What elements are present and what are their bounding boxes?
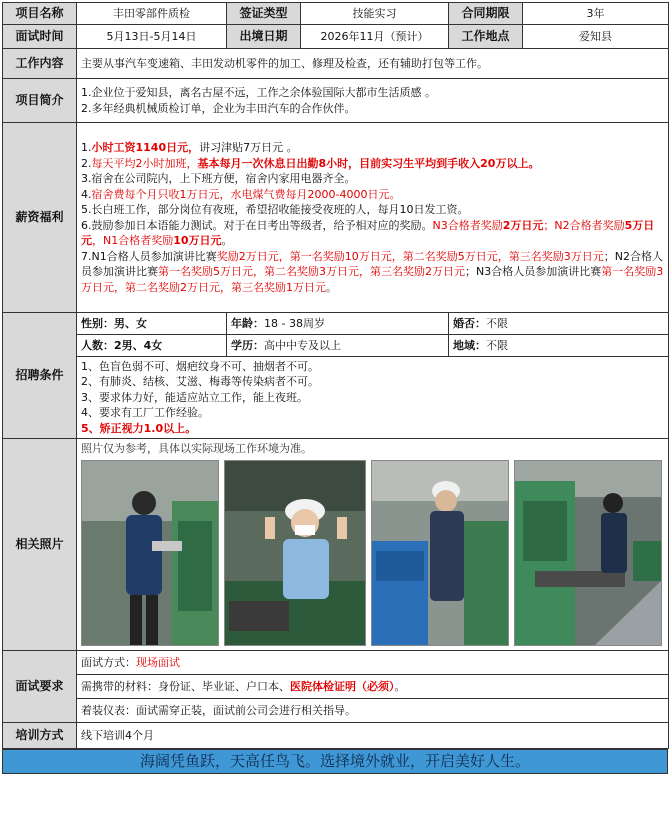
hourly-wage: 小时工资1140日元，	[91, 141, 200, 154]
visa-type-label: 签证类型	[227, 3, 301, 25]
text: ，第三名奖励1万日元	[220, 280, 326, 294]
text: ，第三名奖励3万日元	[497, 249, 604, 263]
text: ；N2合格人员参加演讲比赛	[81, 249, 663, 278]
age-cell	[227, 313, 449, 335]
text: 7.N1合格人员参加演讲比赛	[81, 249, 217, 263]
salary-label: 薪资福利	[3, 123, 77, 313]
info-table	[2, 2, 669, 749]
dress-label: 着装仪表：	[81, 704, 136, 717]
marital-value: 不限	[486, 317, 508, 330]
text: 6.鼓励参加日本语能力测试。对于在日考出等级者，给予相对应的奖励。	[81, 218, 433, 232]
num: 4.	[81, 187, 92, 201]
project-name-label: 项目名称	[3, 3, 77, 25]
job-sheet	[2, 2, 668, 825]
text: 基本每月一次休息日出勤8小时，目前实习生平均到手收入20万以上。	[197, 156, 540, 170]
salary-item-4	[81, 187, 664, 203]
photos-label: 相关照片	[3, 439, 77, 651]
text: 第一名奖励3万日元	[81, 265, 664, 294]
salary-list	[77, 123, 669, 313]
text: 第一名奖励5万日元	[158, 265, 253, 278]
gender-value: 男、女	[114, 317, 147, 330]
materials-value: 身份证、毕业证、户口本、	[158, 680, 290, 693]
text: 。	[221, 234, 233, 247]
gender-label: 性别：	[81, 317, 114, 330]
text: N3合格者奖励	[432, 218, 503, 232]
work-content: 主要从事汽车变速箱、丰田发动机零件的加工、修理及检查，还有辅助打包等工作。	[77, 49, 669, 79]
region-cell	[449, 335, 669, 357]
requirement-item: 1、色盲色弱不可、烟疤纹身不可、抽烟者不可。	[81, 359, 319, 373]
intro-item: 1.企业位于爱知县，离名古屋不远，工作之余体验国际大都市生活质感 。	[81, 86, 436, 99]
num: 2.	[81, 156, 92, 170]
photos-note: 照片仅为参考，具体以实际现场工作环境为准。	[81, 442, 312, 455]
interview-materials-row	[77, 675, 669, 699]
age-label: 年龄：	[231, 317, 264, 330]
text: 5万日元	[81, 218, 655, 247]
text: 。	[326, 280, 337, 294]
text: 奖励2万日元	[216, 249, 279, 263]
salary-item-2	[81, 156, 664, 172]
text: ，N1合格者奖励	[92, 234, 174, 247]
interview-time: 5月13日-5月14日	[77, 25, 227, 49]
text: ，第二名奖励5万日元	[391, 249, 498, 263]
count-value: 2男、4女	[114, 339, 163, 352]
salary-item-5: 5.长白班工作，部分岗位有夜班，希望招收能接受夜班的人，每月10日发工资。	[81, 203, 469, 216]
photos-cell	[77, 439, 669, 651]
materials-label: 需携带的材料：	[81, 680, 158, 693]
requirement-item: 4、要求有工厂工作经验。	[81, 406, 209, 420]
edu-label: 学历：	[231, 339, 264, 352]
method-value: 现场面试	[136, 656, 180, 669]
requirements-list	[77, 357, 669, 439]
materials-end: 。	[394, 680, 406, 693]
interview-dress-row	[77, 699, 669, 723]
photo-worker-smiling	[224, 460, 366, 646]
salary-item-6	[81, 218, 664, 249]
salary-item-3: 3.宿舍在公司院内，上下班方便，宿舍内家用电器齐全。	[81, 172, 356, 185]
num: 1.	[81, 141, 92, 154]
text: ；N3合格人员参加演讲比赛	[465, 265, 602, 278]
salary-item-7	[81, 249, 664, 296]
requirement-item: 2、有肺炎、结核、艾滋、梅毒等传染病者不可。	[81, 375, 319, 389]
intro-item: 2.多年经典机械质检订单，企业为丰田汽车的合作伙伴。	[81, 101, 356, 115]
gender-cell	[77, 313, 227, 335]
age-value: 18 - 38周岁	[264, 317, 325, 330]
location-label: 工作地点	[449, 25, 523, 49]
text: 10万日元	[173, 234, 222, 247]
visa-type: 技能实习	[301, 3, 449, 25]
text: ，第一名奖励10万日元	[278, 249, 392, 263]
edu-cell	[227, 335, 449, 357]
dorm-fee: 宿舍费每个月只收1万日元，水电煤气费每月2000-4000日元。	[91, 187, 401, 201]
work-location: 爱知县	[523, 25, 669, 49]
project-name: 丰田零部件质检	[77, 3, 227, 25]
edu-value: 高中中专及以上	[264, 339, 341, 352]
work-content-label: 工作内容	[3, 49, 77, 79]
count-label: 人数：	[81, 339, 114, 352]
requirement-item: 3、要求体力好，能适应站立工作，能上夜班。	[81, 390, 308, 404]
text: 2小时加班，	[135, 156, 198, 170]
marital-label: 婚否：	[453, 317, 486, 330]
training-value: 线下培训4个月	[77, 723, 669, 749]
interview-label: 面试要求	[3, 651, 77, 723]
recruit-label: 招聘条件	[3, 313, 77, 439]
contract-label: 合同期限	[449, 3, 523, 25]
text: 每天平均	[91, 156, 136, 170]
dress-value: 面试需穿正装，面试前公司会进行相关指导。	[136, 704, 356, 717]
requirement-item: 5、矫正视力1.0以上。	[81, 421, 197, 435]
footer-slogan: 海阔凭鱼跃，天高任鸟飞。选择境外就业，开启美好人生。	[2, 749, 668, 774]
photo-worker-machine	[81, 460, 219, 646]
photo-worker-inspection	[371, 460, 509, 646]
text: 2万日元	[502, 218, 544, 232]
medical-certificate: 医院体检证明（必须）	[290, 680, 395, 693]
salary-item-1	[81, 140, 664, 156]
interview-time-label: 面试时间	[3, 25, 77, 49]
method-label: 面试方式：	[81, 656, 136, 669]
intro-label: 项目简介	[3, 79, 77, 123]
text: ；N2合格者奖励	[543, 218, 625, 232]
marital-cell	[449, 313, 669, 335]
departure-date: 2026年11月（预计）	[301, 25, 449, 49]
text: ，第二名奖励2万日元	[114, 280, 220, 294]
text: ，第二名奖励3万日元	[253, 265, 359, 278]
region-value: 不限	[486, 339, 508, 352]
training-label: 培训方式	[3, 723, 77, 749]
text: 讲习津贴7万日元 。	[199, 141, 298, 154]
photo-production-line	[514, 460, 662, 646]
interview-method-row	[77, 651, 669, 675]
departure-label: 出境日期	[227, 25, 301, 49]
photo-strip	[81, 456, 664, 646]
contract-value: 3年	[523, 3, 669, 25]
count-cell	[77, 335, 227, 357]
intro-list	[77, 79, 669, 123]
region-label: 地域：	[453, 339, 486, 352]
text: ，第三名奖励2万日元	[359, 265, 465, 278]
